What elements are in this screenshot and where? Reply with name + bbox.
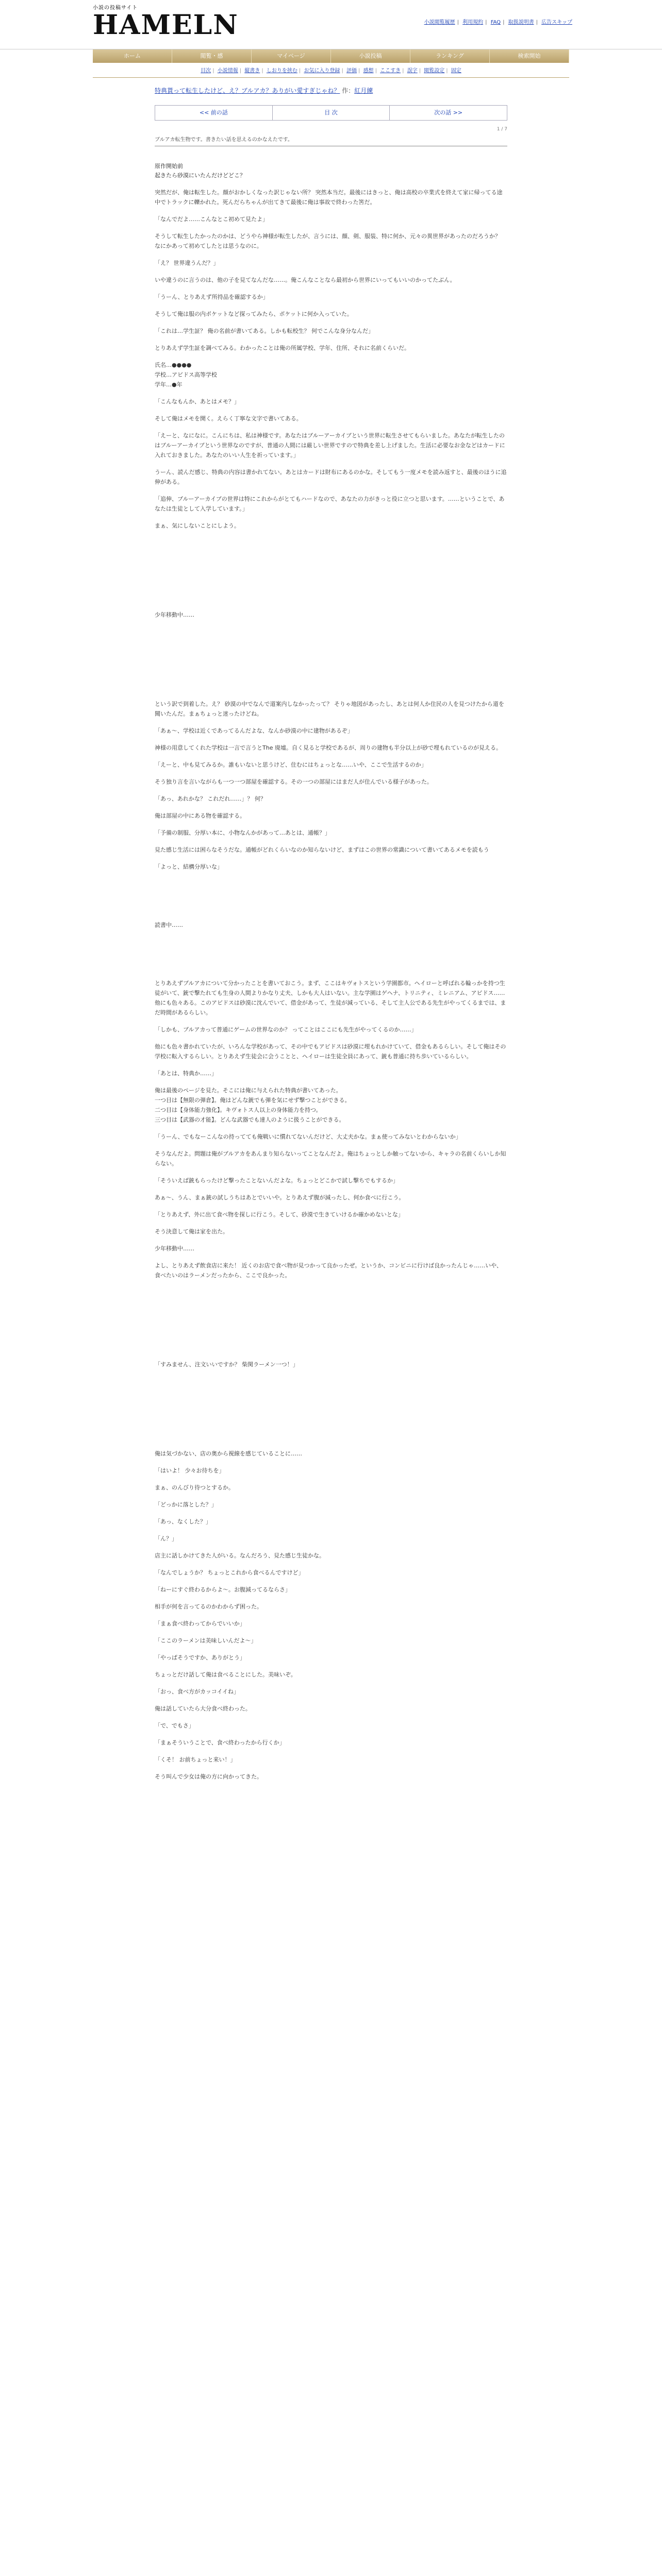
toc-link[interactable]: 目 次 — [273, 106, 390, 120]
chapter-heading — [155, 162, 507, 180]
paragraph-spacer — [155, 620, 507, 692]
story-paragraph: 「おっ、食べ方がカッコイイね」 — [155, 1688, 240, 1695]
story-paragraph: 「まぁ食べ終わってからでいいか」 — [155, 1620, 245, 1627]
story-paragraph: 俺は部屋の中にある物を確認する。 — [155, 812, 245, 819]
story-paragraph: 「なんでだよ……こんなとこ初めて見たよ」 — [155, 216, 268, 223]
story-paragraph: よし、とりあえず飲食店に来た！ 近くのお店で食べ物が見つかって良かったぜ。というか、コンビニに行けば良かったんじゃ……いや、食べたいのはラーメンだったから、ここで良かった。 — [155, 1262, 502, 1279]
nav-home[interactable]: ホーム — [93, 49, 172, 63]
story-paragraph: そう決意して俺は家を出た。 — [155, 1228, 228, 1235]
site-logo[interactable] — [93, 3, 239, 45]
preface-text: ブルアカ転生物です。書きたい話を思えるのかなえたです。 — [155, 135, 507, 146]
subnav-fixed[interactable]: 固定 — [451, 68, 461, 74]
subnav-comments[interactable]: 感想 — [363, 68, 374, 74]
story-paragraph: 俺は最後のページを見た。そこには俺に与えられた特典が書いてあった。 一つ目は【無限の弾倉】。俺はどんな銃でも弾を気にせず撃つことができる。 二つ目は【身体能力強化】。キヴォトス人以上の身体能力を持つ。 三つ目は【武器の才能】。どんな武器でも達人のように扱うことができる。 — [155, 1087, 351, 1123]
top-link-manual[interactable]: 取扱説明書 — [508, 20, 534, 25]
story-paragraph: という訳で到着した。え？ 砂漠の中でなんで道案内しなかったって？ そりゃ地図があったし、あとは何人か住民の人を見つけたから道を聞いたんだ。まぁちょっと迷ったけどね。 — [155, 701, 504, 717]
story-paragraph: 「よっと、結構分厚いな」 — [155, 863, 223, 870]
story-paragraph: 「そういえば銃もらったけど撃ったことないんだよな。ちょっとどこかで試し撃ちでもするか」 — [155, 1177, 399, 1184]
top-link-terms[interactable]: 利用規約 — [462, 20, 484, 25]
subnav-info[interactable]: 小説情報 — [217, 68, 238, 74]
story-paragraph: 「え？ 世界違うんだ？」 — [155, 260, 219, 266]
paragraph-spacer — [155, 1280, 507, 1352]
story-paragraph: 「とりあえず、外に出て食べ物を探しに行こう。そして、砂漠で生きていけるか確かめないとな」 — [155, 1211, 404, 1218]
top-links: 小説閲覧履歴 | 利用規約 | FAQ | 取扱説明書 | 広告スキップ — [424, 20, 572, 25]
nav-post[interactable]: 小説投稿 — [331, 49, 410, 63]
story-paragraph: 他にも色々書かれていたが、いろんな学校があって、その中でもアビドスは砂漠に埋もれかけていて、借金もあるらしい。そして俺はその学校に転入するらしい。とりあえず生徒会に会うことと、ヘイローは生徒全員にあって、銃も普通に持ち歩いているらしい。 — [155, 1043, 506, 1060]
story-paragraph: そう独り言を言いながらも一つ一つ部屋を確認する。その一つの部屋にはまだ人が住んでいる様子があった。 — [155, 778, 433, 785]
top-link-history[interactable]: 小説閲覧履歴 — [424, 20, 455, 25]
story-paragraph: 少年移動中…… — [155, 612, 194, 618]
work-subnav: 目次 | 小説情報 | 縦書き | しおりを挟む | お気に入り登録 | 評価 | 感想 | ここすき | 誤字 | 閲覧設定 | 固定 — [93, 65, 569, 78]
work-title-block — [155, 82, 507, 96]
next-chapter-link[interactable]: 次の話 >> — [434, 109, 463, 116]
story-paragraph: ちょっとだけ話して俺は食べることにした。美味いぞ。 — [155, 1671, 296, 1678]
nav-mypage[interactable]: マイページ — [252, 49, 331, 63]
subnav-bookmark[interactable]: しおりを挟む — [266, 68, 297, 74]
subnav-kokosuki[interactable]: ここすき — [380, 68, 401, 74]
subnav-favorite[interactable]: お気に入り登録 — [304, 68, 340, 74]
story-paragraph: うーん、読んだ感じ、特典の内容は書かれてない。あとはカードは財布にあるのかな。そしてもう一度メモを読み返すと、最後のほうに追伸がある。 — [155, 469, 507, 485]
subnav-rating[interactable]: 評価 — [346, 68, 357, 74]
story-paragraph: とりあえず学生証を調べてみる。わかったことは俺の所属学校、学年、住所、それに名前くらいだ。 — [155, 345, 410, 351]
paragraph-spacer — [155, 531, 507, 603]
story-paragraph: 「えーと、なになに。こんにちは、私は神様です。あなたはブルーアーカイブという世界に転生させてもらいました。あなたが転生したのはブルーアーカイブという世界なのですが、普通の人間には厳しい世界ですので特典を差し上げました。生活に必要なお金などはカードに入れておきました。あなたのいい人生を祈っています。」 — [155, 432, 505, 459]
story-paragraph: いや違うのに言うのは、他の子を見てなんだな……。俺こんなことなら最初から世界にいってもいいのかってたぶん。 — [155, 277, 456, 283]
story-paragraph: 読書中…… — [155, 922, 183, 928]
story-paragraph: 「これは…学生証？ 俺の名前が書いてある。しかも転校生？ 何でこんな身分なんだ」 — [155, 328, 374, 334]
story-paragraph: 「はいよ！ 少々お待ちを」 — [155, 1467, 225, 1474]
subnav-toc[interactable]: 目次 — [201, 68, 211, 74]
story-paragraph: 「くそ！ お前ちょっと来い！」 — [155, 1756, 236, 1763]
story-paragraph: そうして俺は服の内ポケットなど探ってみたら、ポケットに何か入っていた。 — [155, 311, 353, 317]
story-paragraph: 「しかも、ブルアカって普通にゲームの世界なのか？ ってことはここにも先生がやってくるのか……」 — [155, 1026, 417, 1033]
story-paragraph: 見た感じ生活には困らなそうだな。通帳がどれくらいなのか知らないけど、まずはこの世界の常識について書いてあるメモを読もう — [155, 846, 489, 853]
site-header — [0, 0, 662, 49]
story-paragraph: そうなんだよ。問題は俺がブルアカをあんまり知らないってことなんだよ。俺はちょっとしか触ってないから、キャラの名前くらいしか知らない。 — [155, 1150, 506, 1167]
author-link[interactable]: 紅月練 — [354, 87, 373, 94]
story-paragraph: まぁ、気にしないことにしよう。 — [155, 522, 240, 529]
chapter-arc: 原作開始前 — [155, 163, 183, 170]
paragraph-spacer — [155, 1369, 507, 1442]
main-nav — [93, 49, 569, 63]
chapter-position: 1 / 7 — [496, 127, 507, 132]
logo-tagline: 小説の投稿サイト — [93, 5, 138, 11]
logo-wordmark: HAMELN — [93, 9, 239, 41]
top-link-faq[interactable]: FAQ — [490, 20, 501, 25]
subnav-vertical[interactable]: 縦書き — [244, 68, 260, 74]
chapter-title: 起きたら砂漠にいたんだけどどこ？ — [155, 172, 245, 179]
story-paragraph: 「うーん、とりあえず所持品を確認するか」 — [155, 294, 269, 300]
story-paragraph: 少年移動中…… — [155, 1245, 194, 1252]
story-paragraph: 俺は気づかない、店の奥から視線を感じていることに…… — [155, 1450, 302, 1457]
story-paragraph: そして俺はメモを開く。えらく丁寧な文字で書いてある。 — [155, 415, 302, 422]
story-paragraph: そう叫んで少女は俺の方に向かってきた。 — [155, 1773, 262, 1780]
reading-area — [155, 82, 507, 1782]
story-paragraph: とりあえずブルアカについて分かったことを書いておこう。まず、ここはキヴォトスという学園都市。ヘイローと呼ばれる輪っかを持つ生徒がいて、銃で撃たれても生身の人間よりかなり丈夫、しかも大人はいない。主な学園はゲヘナ、トリニティ、ミレニアム、アビドス……他にも色々ある。このアビドスは砂漠に沈んでいて、借金があって、生徒が減っている、そして主人公である先生がやってくるまでは、まだ時間があるらしい。 — [155, 980, 506, 1016]
paragraph-spacer — [155, 872, 507, 913]
prev-chapter-link[interactable]: << 前の話 — [155, 106, 273, 120]
story-paragraph: あぁ～、うん、まぁ銃の試しうちはあとでいいや。とりあえず腹が減ったし、何か食べに行こう。 — [155, 1194, 405, 1201]
story-paragraph: 「ん？」 — [155, 1535, 177, 1542]
story-paragraph: 「ここのラーメンは美味しいんだよ～」 — [155, 1637, 257, 1644]
nav-browse[interactable]: 閲覧・感 — [172, 49, 252, 63]
story-paragraph: 「えーと、中も見てみるか。誰もいないと思うけど、住むにはちょっとな……いや、ここで生活するのか」 — [155, 761, 427, 768]
story-paragraph: 「追伸、ブルーアーカイブの世界は特にこれからがとてもハードなので、あなたの力がきっと役に立つと思います。……ということで、あなたは生徒として入学しています。」 — [155, 496, 505, 512]
story-paragraph: 神様の用意してくれた学校は一言で言うとThe 廃墟。自く見ると学校であるが、周りの建物も半分以上が砂で埋もれているのが見える。 — [155, 744, 502, 751]
story-paragraph: まぁ、のんびり待つとするか。 — [155, 1484, 234, 1491]
story-paragraph: 「なんでしょうか？ ちょっとこれから食べるんですけど」 — [155, 1569, 304, 1576]
story-paragraph: 氏名…●●●● 学校…アビドス高等学校 学年…●年 — [155, 362, 217, 388]
story-paragraph: 「ねーにすぐ終わるからよ～。お腹減ってるならさ」 — [155, 1586, 291, 1593]
story-paragraph: 俺は話していたら大分食べ終わった。 — [155, 1705, 251, 1712]
story-paragraph: 「あぁ～、学校は近くであってるんだよな、なんか砂漠の中に建物があるぞ」 — [155, 727, 353, 734]
story-paragraph: 「予備の制服、分厚い本に、小物なんかがあって…あとは、通帳？」 — [155, 829, 330, 836]
story-paragraph: 「あっ、あれかな？ これだれ……」？ 何？ — [155, 795, 266, 802]
nav-ranking[interactable]: ランキング — [410, 49, 490, 63]
subnav-typo[interactable]: 誤字 — [407, 68, 418, 74]
story-paragraph: 「で、でもさ」 — [155, 1722, 194, 1729]
story-paragraph: 「やっぱそうですか、ありがとう」 — [155, 1654, 245, 1661]
subnav-settings[interactable]: 閲覧設定 — [424, 68, 445, 74]
paragraph-spacer — [155, 930, 507, 971]
story-paragraph: 突然だが、俺は転生した。顔がおかしくなった訳じゃない所？ 突然本当だ。最後にはきっと、俺は高校の卒業式を終えて家に帰ってる途中でトラックに轢かれた。死んだらちゃんが出てきて最後に俺は事故で終わった筈だ。 — [155, 189, 503, 206]
story-paragraph: 「こんなもんか、あとはメモ？」 — [155, 398, 240, 405]
story-paragraph: 「どっかに落とした？」 — [155, 1501, 217, 1508]
story-paragraph: 「あっ、なくした？」 — [155, 1518, 211, 1525]
chapter-pager — [155, 105, 507, 121]
story-body — [155, 188, 507, 1782]
story-paragraph: 「まぁそういうことで、食べ終わったから行くか」 — [155, 1739, 285, 1746]
top-link-ad-skip[interactable]: 広告スキップ — [541, 20, 572, 25]
story-paragraph: 「あとは、特典か……」 — [155, 1070, 217, 1077]
story-paragraph: そうして転生したかったのかは、どうやら神様が転生したが、言うには、顔、剣、服装、特に何か、元々の異世界があったのだろうか？ なにかあって初めてしたとは思うなのに。 — [155, 233, 501, 249]
story-paragraph: 店主に話しかけてきた人がいる。なんだろう、見た感じ生徒かな。 — [155, 1552, 325, 1559]
work-title-link[interactable]: 特典貰って転生したけど、え？ブルアカ？ありがい愛すぎじゃね？ — [155, 87, 340, 94]
story-paragraph: 相手が何を言ってるのかわからず困った。 — [155, 1603, 262, 1610]
story-paragraph: 「うーん、でもなーこんなの持ってても俺戦いに慣れてないんだけど、大丈夫かな。まぁ使ってみないとわからないか」 — [155, 1133, 461, 1140]
author-label: 作： — [342, 87, 355, 94]
nav-search[interactable]: 検索開始 — [490, 49, 569, 63]
story-paragraph: 「すみません、注文いいですか？ 柴関ラーメン一つ！」 — [155, 1361, 299, 1368]
